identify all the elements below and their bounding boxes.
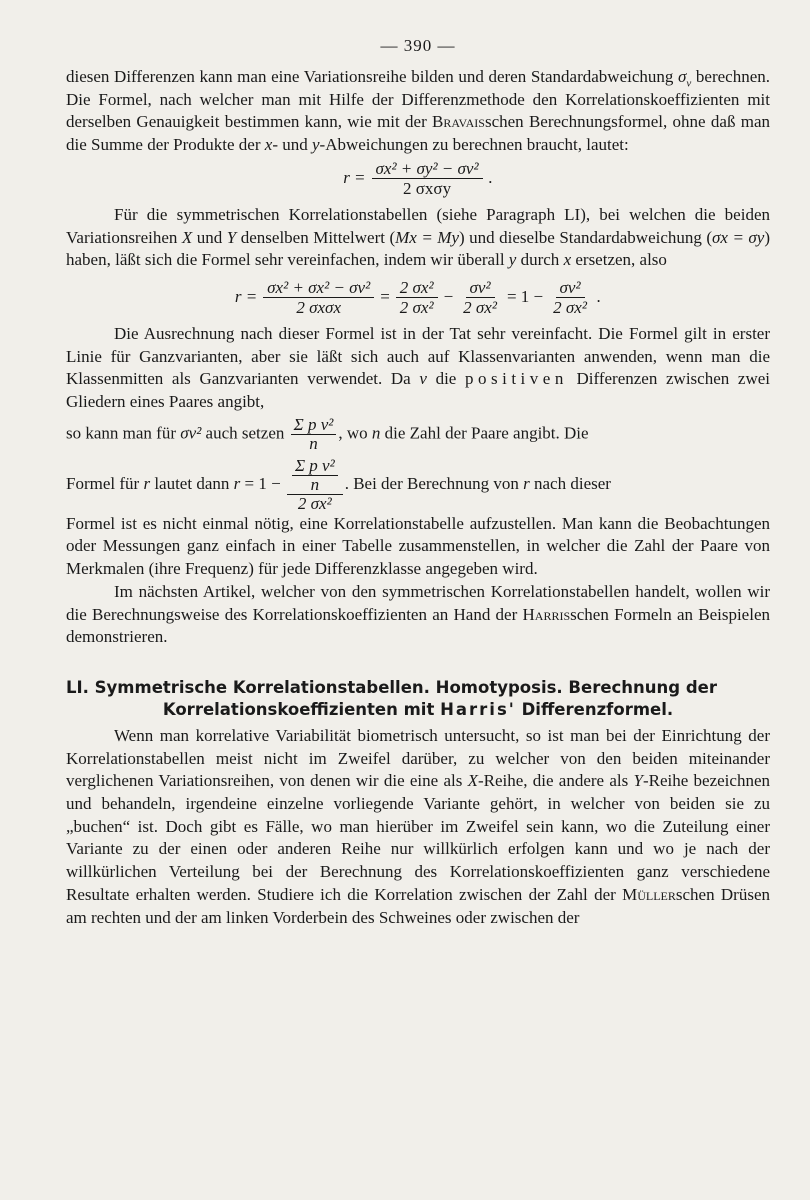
compound-fraction: $\frac{\frac{\text{Σ p ν²}}{n}}{\text{2 σx²}}$ <box>287 457 343 513</box>
paragraph-4: so kann man für σν² auch setzen $\frac{\text{Σ p ν²}}{n}$ , wo n die Zahl der Paare angibt. Die <box>66 414 589 453</box>
equation-2: r = $\frac{\text{σx² + σx² − σν²}}{\text{2 σxσx}}$ = $\frac{\text{2 σx²}}{\text{2 σx²}}$ − $\frac{\text{σν²}}{\text{2 σx²}}$ = 1 − $\frac{\text{σν²}}{\text{2 σx²}}$ . <box>234 277 602 317</box>
name-harris: Harris <box>522 604 571 624</box>
name-mueller: Müller <box>622 884 676 904</box>
equation-1: r = $\frac{\text{σx² + σy² − σν²}}{\text{2 σxσy}}$ . <box>343 158 493 198</box>
paragraph-8: Wenn man korrelative Variabilität biometrisch untersucht, so ist man bei der Einrichtung der Korrelationstabellen meist nicht im Zweifel darüber, zu welcher von den beiden miteinander verglichenen Variationsreihen, von denen wir die eine als X-Reihe, die andere als Y-Reihe bezeichnen und behandeln, irgendeine einzelne vorliegende Variante gehört, in welcher von beiden sie zu „buchen“ ist. Doch gibt es Fälle, wo man hierüber im Zweifel sein kann, wo die Zuteilung einer Variante zu der einen oder anderen Reihe nur willkürlich erfolgen kann und wo je nach der willkürlichen Verteilung bei der Berechnung des Korrelationskoeffizienten ganz verschiedene Resultate erhalten werden. Studiere ich die Korrelation zwischen der Zahl der Müllerschen Drüsen am rechten und der am linken Vorderbein des Schweines oder zwischen der <box>66 725 770 927</box>
paragraph-3: Die Ausrechnung nach dieser Formel ist in der Tat sehr vereinfacht. Die Formel gilt in erster Linie für Ganzvarianten, aber sie läßt sich auch auf Klassenvarianten anwenden, wenn man die Klassenmitten als Ganzvarianten verwendet. Da ν die positiven Differenzen zwischen zwei Gliedern eines Paares angibt, <box>66 323 770 412</box>
spaced-positiven: positiven <box>465 369 568 389</box>
sigma-nu: $\sigma_\nu$ <box>678 67 692 90</box>
page <box>66 36 770 929</box>
paragraph-7: Im nächsten Artikel, welcher von den symmetrischen Korrelationstabellen handelt, wollen wir die Berechnungsweise des Korrelationskoeffizienten an Hand der Harrisschen Formeln an Beispielen demonstrieren. <box>66 581 770 647</box>
page-number: — 390 — <box>380 36 456 55</box>
paragraph-6: Formel ist es nicht einmal nötig, eine Korrelationstabelle aufzustellen. Man kann die Beobachtungen oder Messungen ganz einfach in einer Tabelle zusammenstellen, in welcher die Zahl der Paare von Merkmalen (ihre Frequenz) für jede Differenzklasse angegeben wird. <box>66 513 770 579</box>
name-bravais: Bravais <box>432 112 485 132</box>
sum-fraction: $\frac{\text{Σ p ν²}}{n}$ <box>291 416 337 453</box>
paragraph-5: Formel für r lautet dann r = 1 − $\frac{\frac{\text{Σ p ν²}}{n}}{\text{2 σx²}}$ . Bei der Berechnung von r nach dieser <box>66 455 611 513</box>
paragraph-1: diesen Differenzen kann man eine Variationsreihe bilden und deren Standardabweichung $\sigma_\nu$ berechnen. Die Formel, nach welcher man mit Hilfe der Differenzmethode den Korrelationskoeffizienten mit derselben Genauigkeit bestimmen kann, wie mit der Bravaisschen Berechnungsformel, ohne daß man die Summe der Produkte der x- und y-Abweichungen zu berechnen braucht, lautet: <box>66 67 771 155</box>
section-heading: LI. Symmetrische Korrelationstabellen. Homotyposis. Berechnung der Korrelationskoeffizienten mit Harris' Differenzformel. <box>66 677 717 719</box>
eq1-fraction: $\frac{\text{σx² + σy² − σν²}}{\text{2 σxσy}}$ <box>372 159 483 198</box>
paragraph-2: Für die symmetrischen Korrelationstabellen (siehe Paragraph LI), bei welchen die beiden Variationsreihen X und Y denselben Mittelwert (Mx = My) und dieselbe Standardabweichung (σx = σy) haben, läßt sich die Formel sehr vereinfachen, indem wir überall y durch x ersetzen, also <box>66 204 771 270</box>
